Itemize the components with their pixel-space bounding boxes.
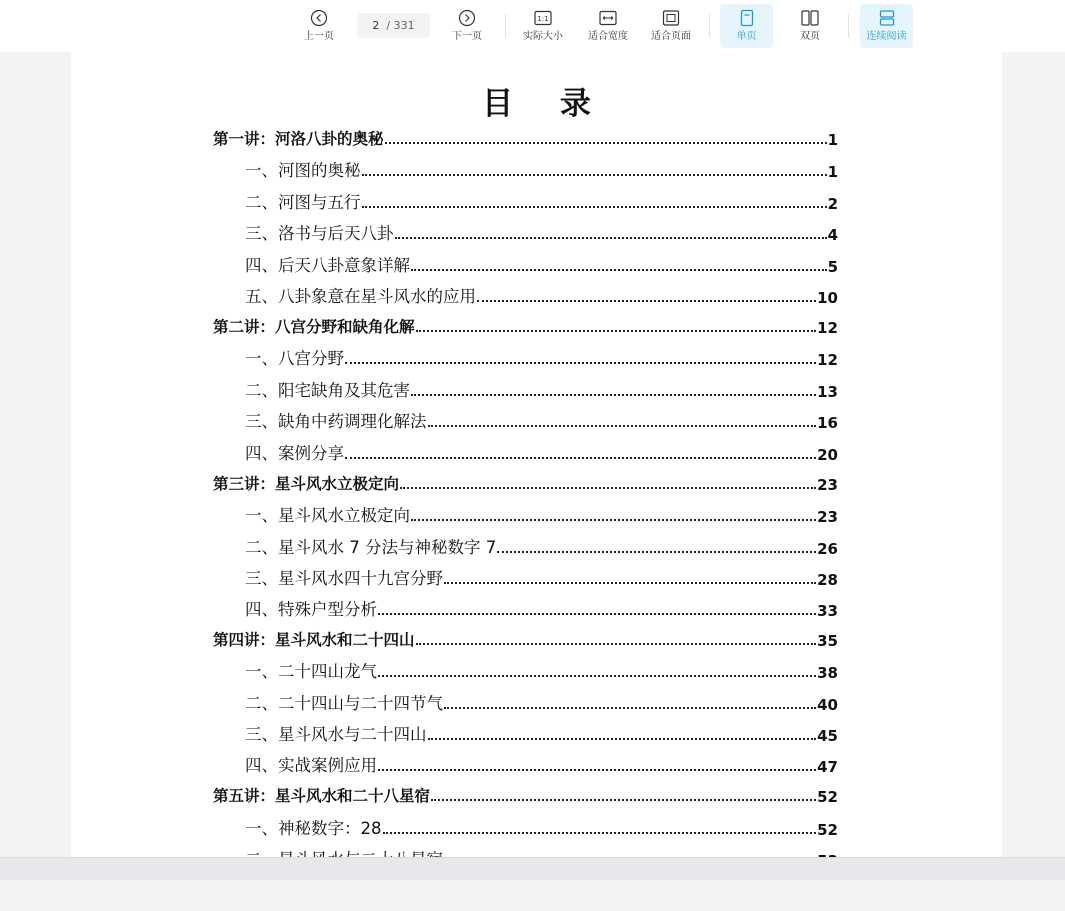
toc-leader-dots bbox=[411, 394, 816, 396]
current-page-input[interactable]: 2 bbox=[372, 19, 380, 32]
total-pages-text: / 331 bbox=[386, 19, 415, 32]
toc-page-number: 26 bbox=[817, 540, 838, 558]
toc-section-entry[interactable] bbox=[213, 408, 838, 432]
toc-section-entry[interactable] bbox=[213, 596, 838, 620]
toc-entry-title: 三、洛书与后天八卦 bbox=[245, 224, 394, 243]
toc-leader-dots bbox=[444, 582, 816, 584]
toc-section-entry[interactable] bbox=[213, 189, 838, 213]
toc-section-entry[interactable] bbox=[213, 658, 838, 682]
toc-chapter-entry[interactable] bbox=[213, 125, 838, 149]
prev-page-button[interactable] bbox=[296, 4, 342, 48]
toc-section-entry[interactable] bbox=[213, 565, 838, 589]
fit-width-icon bbox=[598, 9, 618, 27]
fit-width-label: 适合宽度 bbox=[588, 31, 628, 42]
toc-page-number: 13 bbox=[817, 383, 838, 401]
toc-entry-title: 第四讲：星斗风水和二十四山 bbox=[213, 631, 415, 649]
toc-page-number: 20 bbox=[817, 446, 838, 464]
toc-entry-title: 一、神秘数字：28 bbox=[245, 819, 382, 838]
toc-section-entry[interactable] bbox=[213, 157, 838, 181]
toc-section-entry[interactable] bbox=[213, 815, 838, 839]
toc-leader-dots bbox=[378, 613, 816, 615]
double-page-icon bbox=[800, 9, 820, 27]
toc-page-number: 45 bbox=[817, 727, 838, 745]
toc-page-number: 12 bbox=[817, 319, 838, 337]
toc-page-number: 10 bbox=[817, 289, 838, 307]
toc-entry-title: 五、八卦象意在星斗风水的应用 bbox=[245, 287, 476, 306]
toc-leader-dots bbox=[411, 519, 816, 521]
toc-page-number: 33 bbox=[817, 602, 838, 620]
toc-leader-dots bbox=[477, 300, 816, 302]
toc-page-number: 23 bbox=[817, 508, 838, 526]
toc-page-number: 38 bbox=[817, 664, 838, 682]
toc-page-number: 1 bbox=[827, 131, 838, 149]
toc-chapter-entry[interactable] bbox=[213, 626, 838, 650]
actual-size-button[interactable] bbox=[516, 4, 570, 48]
toc-entry-title: 二、星斗风水 7 分法与神秘数字 7 bbox=[245, 538, 497, 557]
toc-leader-dots bbox=[362, 174, 827, 176]
toc-entry-title: 二、阳宅缺角及其危害 bbox=[245, 381, 410, 400]
actual-size-icon bbox=[533, 9, 553, 27]
toc-section-entry[interactable] bbox=[213, 721, 838, 745]
toc-section-entry[interactable] bbox=[213, 283, 838, 307]
toc-entry-title: 四、特殊户型分析 bbox=[245, 600, 377, 619]
prev-page-label: 上一页 bbox=[304, 31, 334, 42]
toc-entry-title: 四、实战案例应用 bbox=[245, 756, 377, 775]
toc-entry-title: 第五讲：星斗风水和二十八星宿 bbox=[213, 787, 431, 805]
toc-entry-title: 一、河图的奥秘 bbox=[245, 161, 361, 180]
toc-entry-title: 四、案例分享 bbox=[245, 444, 344, 463]
horizontal-scrollbar[interactable] bbox=[0, 857, 1065, 880]
fit-page-button[interactable] bbox=[644, 4, 698, 48]
toc-section-entry[interactable] bbox=[213, 440, 838, 464]
toc-section-entry[interactable] bbox=[213, 690, 838, 714]
toc-leader-dots bbox=[428, 425, 817, 427]
toc-page-number: 28 bbox=[817, 571, 838, 589]
toc-entry-title: 三、缺角中药调理化解法 bbox=[245, 412, 427, 431]
toc-page-number: 23 bbox=[817, 476, 838, 494]
toc-page-number: 5 bbox=[827, 258, 838, 276]
fit-page-icon bbox=[661, 9, 681, 27]
toc-page-number: 40 bbox=[817, 696, 838, 714]
toc-chapter-entry[interactable] bbox=[213, 782, 838, 806]
chevron-left-circle-icon bbox=[310, 9, 328, 27]
toc-page-number: 52 bbox=[817, 788, 838, 806]
toc-title: 目 录 bbox=[482, 86, 609, 122]
toolbar-divider bbox=[709, 14, 710, 38]
actual-size-label: 实际大小 bbox=[523, 31, 563, 42]
toc-leader-dots bbox=[411, 269, 827, 271]
toc-entry-title: 一、星斗风水立极定向 bbox=[245, 506, 410, 525]
toc-page-number: 16 bbox=[817, 414, 838, 432]
toc-section-entry[interactable] bbox=[213, 534, 838, 558]
toc-section-entry[interactable] bbox=[213, 502, 838, 526]
toc-entry-title: 二、二十四山与二十四节气 bbox=[245, 694, 443, 713]
toc-section-entry[interactable] bbox=[213, 345, 838, 369]
toc-leader-dots bbox=[497, 551, 816, 553]
toc-entry-title: 第三讲：星斗风水立极定向 bbox=[213, 475, 400, 493]
viewer-toolbar bbox=[0, 0, 1065, 52]
toc-leader-dots bbox=[378, 675, 816, 677]
toc-entry-title: 第一讲：河洛八卦的奥秘 bbox=[213, 130, 384, 148]
toc-leader-dots bbox=[428, 738, 817, 740]
toc-leader-dots bbox=[416, 330, 817, 332]
toc-entry-title: 第二讲：八宫分野和缺角化解 bbox=[213, 318, 415, 336]
toc-page-number: 47 bbox=[817, 758, 838, 776]
toc-entry-title: 一、二十四山龙气 bbox=[245, 662, 377, 681]
fit-page-label: 适合页面 bbox=[651, 31, 691, 42]
toc-leader-dots bbox=[431, 799, 816, 801]
toc-leader-dots bbox=[345, 457, 816, 459]
continuous-scroll-icon bbox=[878, 9, 896, 27]
toolbar-divider bbox=[848, 14, 849, 38]
toc-page-number: 52 bbox=[817, 821, 838, 839]
next-page-button[interactable] bbox=[444, 4, 490, 48]
toc-page-number: 12 bbox=[817, 351, 838, 369]
next-page-label: 下一页 bbox=[452, 31, 482, 42]
toc-section-entry[interactable] bbox=[213, 252, 838, 276]
toc-entry-title: 三、星斗风水与二十四山 bbox=[245, 725, 427, 744]
toc-entry-title: 二、河图与五行 bbox=[245, 193, 361, 212]
toc-leader-dots bbox=[362, 206, 827, 208]
toc-page-number: 2 bbox=[827, 195, 838, 213]
continuous-reading-label: 连续阅读 bbox=[866, 31, 907, 42]
toc-chapter-entry[interactable] bbox=[213, 470, 838, 494]
chevron-right-circle-icon bbox=[458, 9, 476, 27]
toc-leader-dots bbox=[383, 832, 817, 834]
page-number-field[interactable] bbox=[357, 13, 430, 38]
toc-section-entry[interactable] bbox=[213, 377, 838, 401]
double-page-label: 双页 bbox=[800, 31, 820, 42]
double-page-button[interactable] bbox=[786, 4, 834, 48]
continuous-reading-button[interactable] bbox=[860, 4, 913, 48]
toc-entry-title: 一、八宫分野 bbox=[245, 349, 344, 368]
toc-leader-dots bbox=[395, 237, 827, 239]
single-page-icon bbox=[738, 9, 756, 27]
toc-leader-dots bbox=[416, 643, 817, 645]
toc-page-number: 4 bbox=[827, 226, 838, 244]
fit-width-button[interactable] bbox=[581, 4, 635, 48]
toc-chapter-entry[interactable] bbox=[213, 313, 838, 337]
toc-leader-dots bbox=[400, 487, 816, 489]
toc-page-number: 35 bbox=[817, 632, 838, 650]
toc-page-number: 1 bbox=[827, 163, 838, 181]
toc-entry-title: 三、星斗风水四十九宫分野 bbox=[245, 569, 443, 588]
toc-leader-dots bbox=[444, 707, 816, 709]
actual-size-icon-text: 1:1 bbox=[537, 15, 549, 23]
single-page-label: 单页 bbox=[736, 31, 757, 42]
toc-leader-dots bbox=[345, 362, 816, 364]
toc-section-entry[interactable] bbox=[213, 752, 838, 776]
document-page[interactable] bbox=[71, 52, 1002, 857]
toc-section-entry[interactable] bbox=[213, 220, 838, 244]
toc-entry-title: 四、后天八卦意象详解 bbox=[245, 256, 410, 275]
toc-leader-dots bbox=[385, 142, 827, 144]
toolbar-divider bbox=[505, 14, 506, 38]
single-page-button[interactable] bbox=[720, 4, 773, 48]
toc-leader-dots bbox=[378, 769, 816, 771]
